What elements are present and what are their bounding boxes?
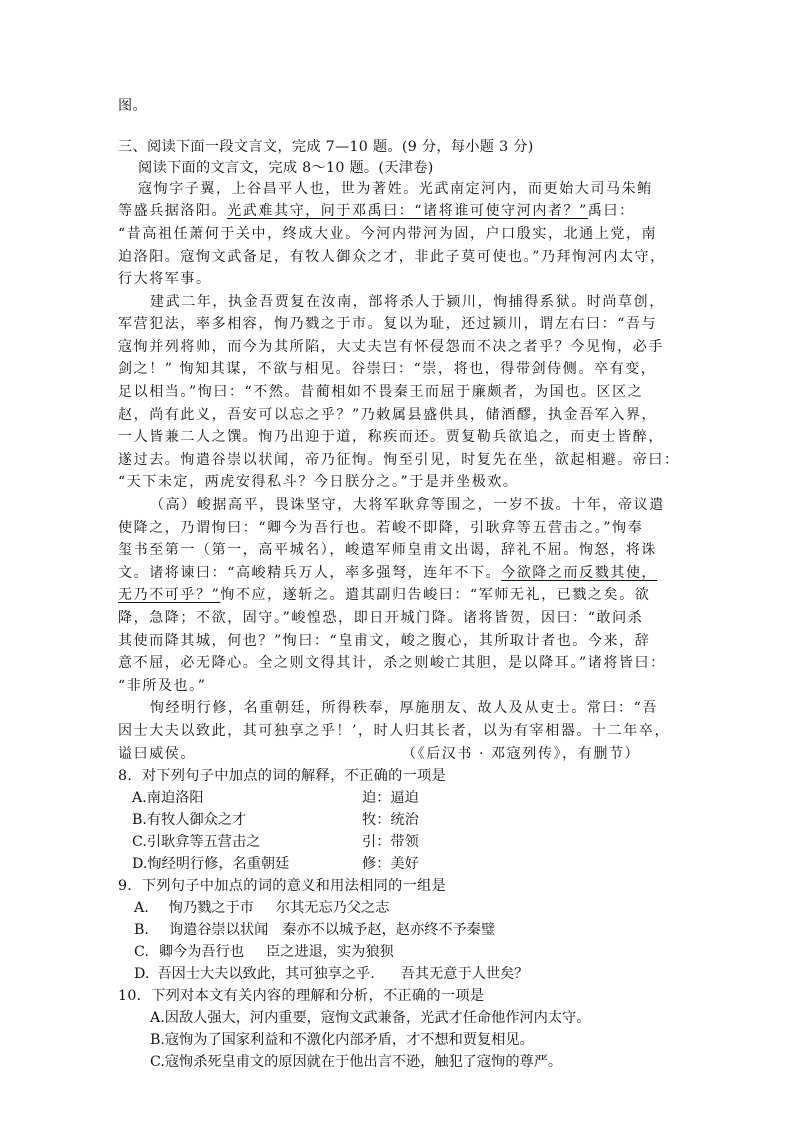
option-right: 臣之进退，实为狼狈 [266, 944, 394, 960]
passage-line: 寇恂字子翼，上谷昌平人也，世为著姓。光武南定河内，而更始大司马朱鲔 [138, 181, 653, 197]
passage-text: 等盛兵据洛阳。 [118, 203, 228, 219]
option-letter: C. [134, 944, 149, 960]
q10-option-a: A.因敌人强大，河内重要，寇恂文武兼备，光武才任命他作河内太守。 [150, 1010, 591, 1026]
q8-option-d: D.恂经明行修，名重朝廷 [132, 856, 290, 872]
passage-line: 赵，尚有此义，吾安可以忘之乎？”乃敕属县盛供具，储酒醪，执金吾军入界， [118, 407, 658, 423]
passage-line: 因士大夫以致此，其可独享之乎！’，时人归其长者，以为有宰相器。十二年卒， [118, 723, 671, 739]
underlined-sentence: 光武难其守，问于邓禹曰：“诸将谁可使守河内者？” [227, 203, 588, 219]
passage-line: 迫洛阳。寇恂文武备足，有牧人御众之才，非此子莫可使也。”乃拜恂河内太守， [118, 249, 666, 265]
passage-line: 其使而降其城，何也？”恂曰：“皇甫文，峻之腹心，其所取计者也。今来，辞 [118, 633, 651, 649]
option-letter: D. [134, 966, 150, 982]
header-fragment: 图。 [118, 98, 147, 114]
option-left: 询遣谷崇以状闻 [168, 922, 269, 938]
q8-option-c: C.引耿弇等五营击之 [132, 834, 261, 850]
passage-line [118, 585, 650, 605]
option-right: 吾其无意于人世矣？ [400, 966, 529, 982]
passage-line: （高）峻据高平，畏诛坚守，大将军耿弇等围之，一岁不拔。十年，帝议遣 [150, 497, 665, 513]
passage-line [118, 563, 657, 583]
option-letter: A. [134, 900, 149, 916]
q8-option-a-gloss: 迫：逼迫 [362, 790, 419, 806]
q8-option-b-gloss: 牧：统治 [362, 812, 419, 828]
passage-line: 行大将军事。 [118, 271, 212, 287]
passage-line: 剑之！” 恂知其谋，不欲与相见。谷崇曰：“崇，将也，得带剑侍侧。卒有变， [118, 361, 657, 377]
q9-option-a [134, 898, 389, 918]
passage-line: 使降之，乃谓恂曰：“卿今为吾行也。若峻不即降，引耿弇等五营击之。”恂奉 [118, 520, 644, 536]
passage-text: 文。诸将谏曰：“高峻精兵万人，率多强弩，连年不下。 [118, 565, 502, 581]
underlined-sentence: 今欲降之而反戮其使， [501, 565, 658, 581]
passage-line: 遂过去。恂遣谷崇以状闻，帝乃征恂。恂至引见，时复先在坐，欲起相避。帝曰： [118, 452, 680, 468]
q8-option-a: A.南迫洛阳 [132, 790, 204, 806]
option-right: 秦亦不以城予赵，赵亦终不予秦璧 [282, 922, 496, 938]
passage-line: 意不屈，必无降心。全之则文得其计，杀之则峻亡其胆，是以降耳。”诸将皆曰： [118, 655, 666, 671]
passage-line: 谥曰威侯。 [118, 746, 196, 762]
q9-option-d [134, 964, 528, 984]
passage-line: “昔高祖任萧何于关中，终成大业。今河内带河为固，户口殷实，北通上党，南 [118, 226, 658, 242]
passage-text: 恂不应，遂斩之。遣其副归告峻曰：“军师无礼，已戮之矣。欲 [220, 587, 651, 603]
q8-option-d-gloss: 修：美好 [362, 856, 419, 872]
underlined-sentence: 无乃不可乎？” [118, 587, 221, 603]
q8-option-b: B.有牧人御众之才 [132, 812, 247, 828]
passage-line: “天下未定，两虎安得私斗？今日朕分之。”于是并坐极欢。 [118, 474, 519, 490]
passage-line: 恂经明行修，名重朝廷，所得秩奉，厚施朋友、故人及从吏士。常曰：“吾 [150, 700, 658, 716]
passage-line: 玺书至第一（第一，高平城名），峻遣军师皇甫文出谒，辞礼不屈。恂怒，将诛 [118, 542, 657, 558]
option-left: 恂乃戮之于市 [168, 900, 254, 916]
q8-option-c-gloss: 引：带领 [362, 834, 419, 850]
passage-line: 寇恂并列将帅，而今为其所陷，大丈夫岂有怀侵怨而不决之者乎？今见恂，必手 [118, 339, 664, 355]
passage-line: 一人皆兼二人之馔。恂乃出迎于道，称疾而还。贾复勒兵欲追之，而吏士皆醉， [118, 429, 664, 445]
question-8-stem: 8．对下列句子中加点的词的解释，不正确的一项是 [118, 768, 447, 784]
question-10-stem: 10．下列对本文有关内容的理解和分析，不正确的一项是 [118, 988, 485, 1004]
option-letter: B. [134, 922, 149, 938]
option-right: 尔其无忘乃父之志 [275, 900, 390, 916]
passage-line: 建武二年，执金吾贾复在汝南，部将杀人于颍川，恂捕得系狱。时尚草创， [150, 294, 665, 310]
section-title: 三、阅读下面一段文言文，完成 7—10 题。(9 分，每小题 3 分) [118, 139, 534, 155]
subtitle: 阅读下面的文言文，完成 8～10 题。(天津卷) [138, 160, 434, 176]
passage-text: 禹曰： [587, 203, 635, 219]
q10-option-c: C.寇恂杀死皇甫文的原因就在于他出言不逊，触犯了寇恂的尊严。 [150, 1054, 563, 1070]
question-9-stem: 9．下列句子中加点的词的意义和用法相同的一组是 [118, 878, 447, 894]
option-left: 卿今为吾行也 [158, 944, 244, 960]
option-left: 吾因士大夫以致此，其可独享之乎. [157, 966, 375, 982]
q9-option-c [134, 942, 394, 962]
passage-line: “非所及也。” [118, 678, 207, 694]
passage-line [118, 201, 635, 221]
q10-option-b: B.寇恂为了国家利益和不激化内部矛盾，才不想和贾复相见。 [150, 1032, 534, 1048]
source-citation: （《后汉书 · 邓寇列传》，有删节） [402, 746, 641, 762]
q9-option-b [134, 920, 495, 940]
passage-line: 降，急降；不欲，固守。”峻惶恐，即日开城门降。诸将皆贺，因曰：“敢问杀 [118, 610, 644, 626]
passage-line: 足以相当。”恂曰：“不然。昔蔺相如不畏秦王而屈于廉颇者，为国也。区区之 [118, 384, 644, 400]
passage-line: 军营犯法，率多相容，恂乃戮之于市。复以为耻，还过颍川，谓左右曰：“吾与 [118, 316, 658, 332]
